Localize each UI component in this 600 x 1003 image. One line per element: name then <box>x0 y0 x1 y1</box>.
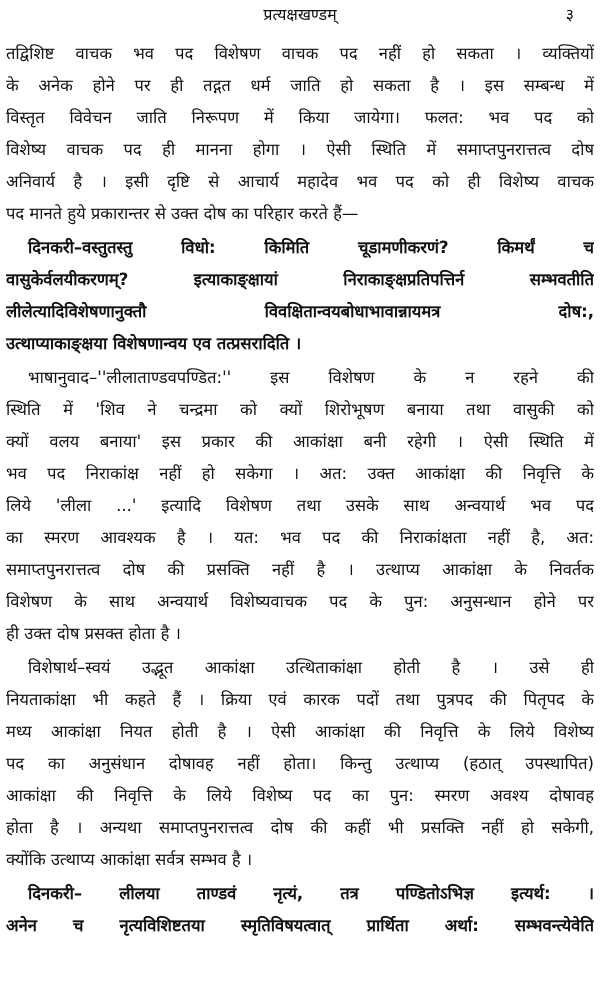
text-line: होता है । अन्यथा समाप्तपुनरात्तत्व दोष की कहीं भी प्रसक्ति नहीं हो सकेगी, <box>6 818 594 837</box>
text-line: क्योंकि उत्थाप्य आकांक्षा सर्वत्र सम्भव है । <box>6 850 253 869</box>
text-line: पद का अनुसंधान दोषावह नहीं होता। किन्तु उत्थाप्य (हठात् उपस्थापित) <box>6 754 594 773</box>
page-body <box>6 38 594 942</box>
paragraph-dinakari-1 <box>6 232 594 360</box>
text-line: विशेषण के साथ अन्वयार्थ विशेष्यवाचक पद के पुन: अनुसन्धान होने पर <box>6 592 594 611</box>
text-line: स्थिति में 'शिव ने चन्द्रमा को क्यों शिरोभूषण बनाया तथा वासुकी को <box>6 400 594 419</box>
text-line: भव पद निराकांक्ष नहीं हो सकेगा । अत: उक्त आकांक्षा की निवृत्ति के <box>6 464 594 483</box>
text-line: विशेष्य वाचक पद ही मानना होगा । ऐसी स्थिति में समाप्तपुनरात्तत्व दोष <box>6 140 594 159</box>
paragraph-translation <box>6 362 594 650</box>
text-line: अनिवार्य है । इसी दृष्टि से आचार्य महादेव भव पद को ही विशेष्य वाचक <box>6 172 594 191</box>
text-line: विशेषार्थ–स्वयं उद्भूत आकांक्षा उत्थिताकांक्षा होती है । उसे ही <box>28 658 594 677</box>
text-line: लीलेत्यादिविशेषणानुक्तौ विवक्षितान्वयबोधाभावान्नायमत्र दोष:, <box>6 302 594 321</box>
text-line: नियताकांक्षा भी कहते हैं । क्रिया एवं कारक पदों तथा पुत्रपद की पितृपद के <box>6 690 594 709</box>
text-line: आकांक्षा की निवृत्ति के लिये विशेष्य पद का पुन: स्मरण अवश्य दोषावह <box>6 786 594 805</box>
paragraph-dinakari-2 <box>6 878 594 942</box>
text-line: उत्थाप्याकाङ्क्षया विशेषणान्वय एव तत्प्रसरादिति । <box>6 334 302 353</box>
text-line: भाषानुवाद–''लीलाताण्डवपण्डित:'' इस विशेषण के न रहने की <box>28 368 594 387</box>
text-line: का स्मरण आवश्यक है । यत: भव पद की निराकांक्षता नहीं है, अत: <box>6 528 594 547</box>
text-line: समाप्तपुनरात्तत्व दोष की प्रसक्ति नहीं है । उत्थाप्य आकांक्षा के निवर्तक <box>6 560 594 579</box>
text-line: वासुकेर्वलयीकरणम्? इत्याकाङ्क्षायां निराकाङ्क्षप्रतिपत्तिर्न सम्भवतीति <box>6 270 594 289</box>
text-line: विस्तृत विवेचन जाति निरूपण में किया जायेगा। फलत: भव पद को <box>6 108 594 127</box>
text-line: ही उक्त दोष प्रसक्त होता है । <box>6 624 181 643</box>
text-line: अनेन च नृत्यविशिष्टतया स्मृतिविषयत्वात् प्रार्थिता अर्था: सम्भवन्त्येवेति <box>6 916 594 935</box>
paragraph-visheshartha <box>6 652 594 876</box>
text-line: दिनकरी–वस्तुतस्तु विधो: किमिति चूडामणीकरणं? किमर्थं च <box>28 238 594 257</box>
text-line: दिनकरी– लीलया ताण्डवं नृत्यं, तत्र पण्डितोऽभिज्ञ इत्यर्थ: । <box>28 884 594 903</box>
text-line: मध्य आकांक्षा नियत होती है । ऐसी आकांक्षा की निवृत्ति के लिये विशेष्य <box>6 722 594 741</box>
text-line: क्यों वलय बनाया' इस प्रकार की आकांक्षा बनी रहेगी । ऐसी स्थिति में <box>6 432 594 451</box>
running-head: प्रत्यक्षखण्डम् <box>263 5 337 24</box>
text-line: के अनेक होने पर ही तद्गत धर्म जाति हो सकता है । इस सम्बन्ध में <box>6 76 594 95</box>
paragraph-intro <box>6 38 594 230</box>
text-line: लिये 'लीला ...' इत्यादि विशेषण तथा उसके साथ अन्वयार्थ भव पद <box>6 496 594 515</box>
text-line: तद्विशिष्ट वाचक भव पद विशेषण वाचक पद नहीं हो सकता । व्यक्तियों <box>6 44 594 63</box>
page-number: ३ <box>565 5 574 24</box>
page-header <box>0 0 600 26</box>
text-line: पद मानते हुये प्रकारान्तर से उक्त दोष का परिहार करते हैं— <box>6 204 359 223</box>
